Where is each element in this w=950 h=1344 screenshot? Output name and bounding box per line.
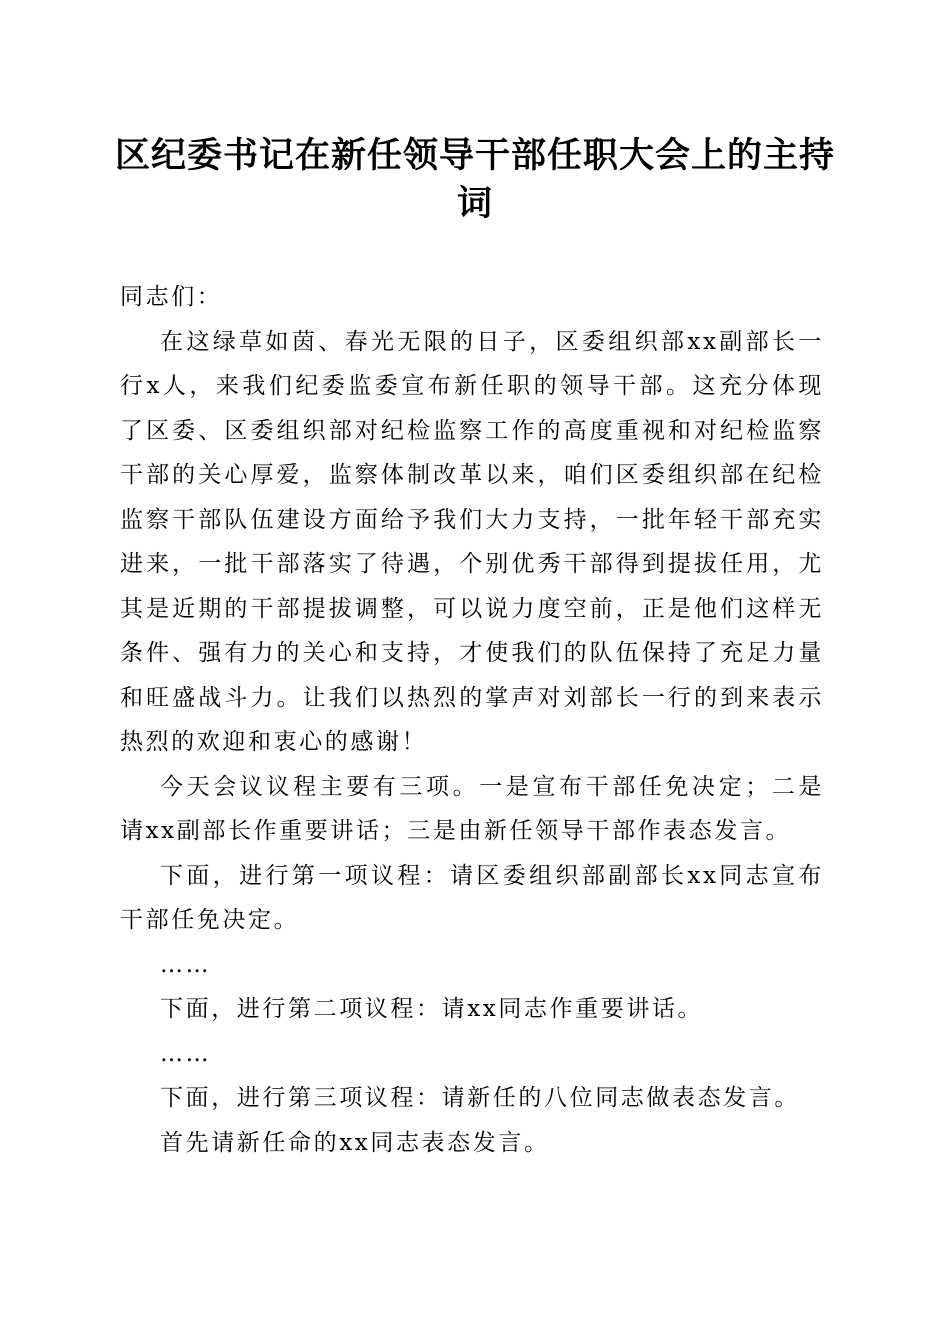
paragraph-agenda: 今天会议议程主要有三项。一是宣布干部任免决定；二是请xx副部长作重要讲话；三是由新任领导干部作表态发言。: [120, 773, 824, 844]
ellipsis-1: ……: [160, 951, 212, 978]
greeting: 同志们：: [120, 284, 223, 310]
paragraph-item-three: 下面，进行第三项议程：请新任的八位同志做表态发言。: [160, 1085, 800, 1111]
ellipsis-2: ……: [160, 1040, 212, 1067]
document-title: [110, 132, 840, 228]
paragraph-opening: 在这绿草如茵、春光无限的日子，区委组织部xx副部长一行x人，来我们纪委监委宣布新任职的领导干部。这充分体现了区委、区委组织部对纪检监察工作的高度重视和对纪检监察干部的关心厚爱，监察体制改革以来，咱们区委组织部在纪检监察干部队伍建设方面给予我们大力支持，一批年轻干部充实进来，一批干部落实了待遇，个别优秀干部得到提拔任用，尤其是近期的干部提拔调整，可以说力度空前，正是他们这样无条件、强有力的关心和支持，才使我们的队伍保持了充足力量和旺盛战斗力。让我们以热烈的掌声对刘部长一行的到来表示热烈的欢迎和衷心的感谢！: [120, 328, 824, 755]
document-body: [120, 275, 824, 1165]
paragraph-item-one: 下面，进行第一项议程：请区委组织部副部长xx同志宣布干部任免决定。: [120, 862, 824, 933]
title-line-1: 区纪委书记在新任领导干部任职大会上的主持: [114, 135, 835, 176]
paragraph-item-two: 下面，进行第二项议程：请xx同志作重要讲话。: [160, 996, 704, 1022]
paragraph-first-speaker: 首先请新任命的xx同志表态发言。: [160, 1129, 550, 1156]
title-line-2: 词: [456, 183, 493, 224]
